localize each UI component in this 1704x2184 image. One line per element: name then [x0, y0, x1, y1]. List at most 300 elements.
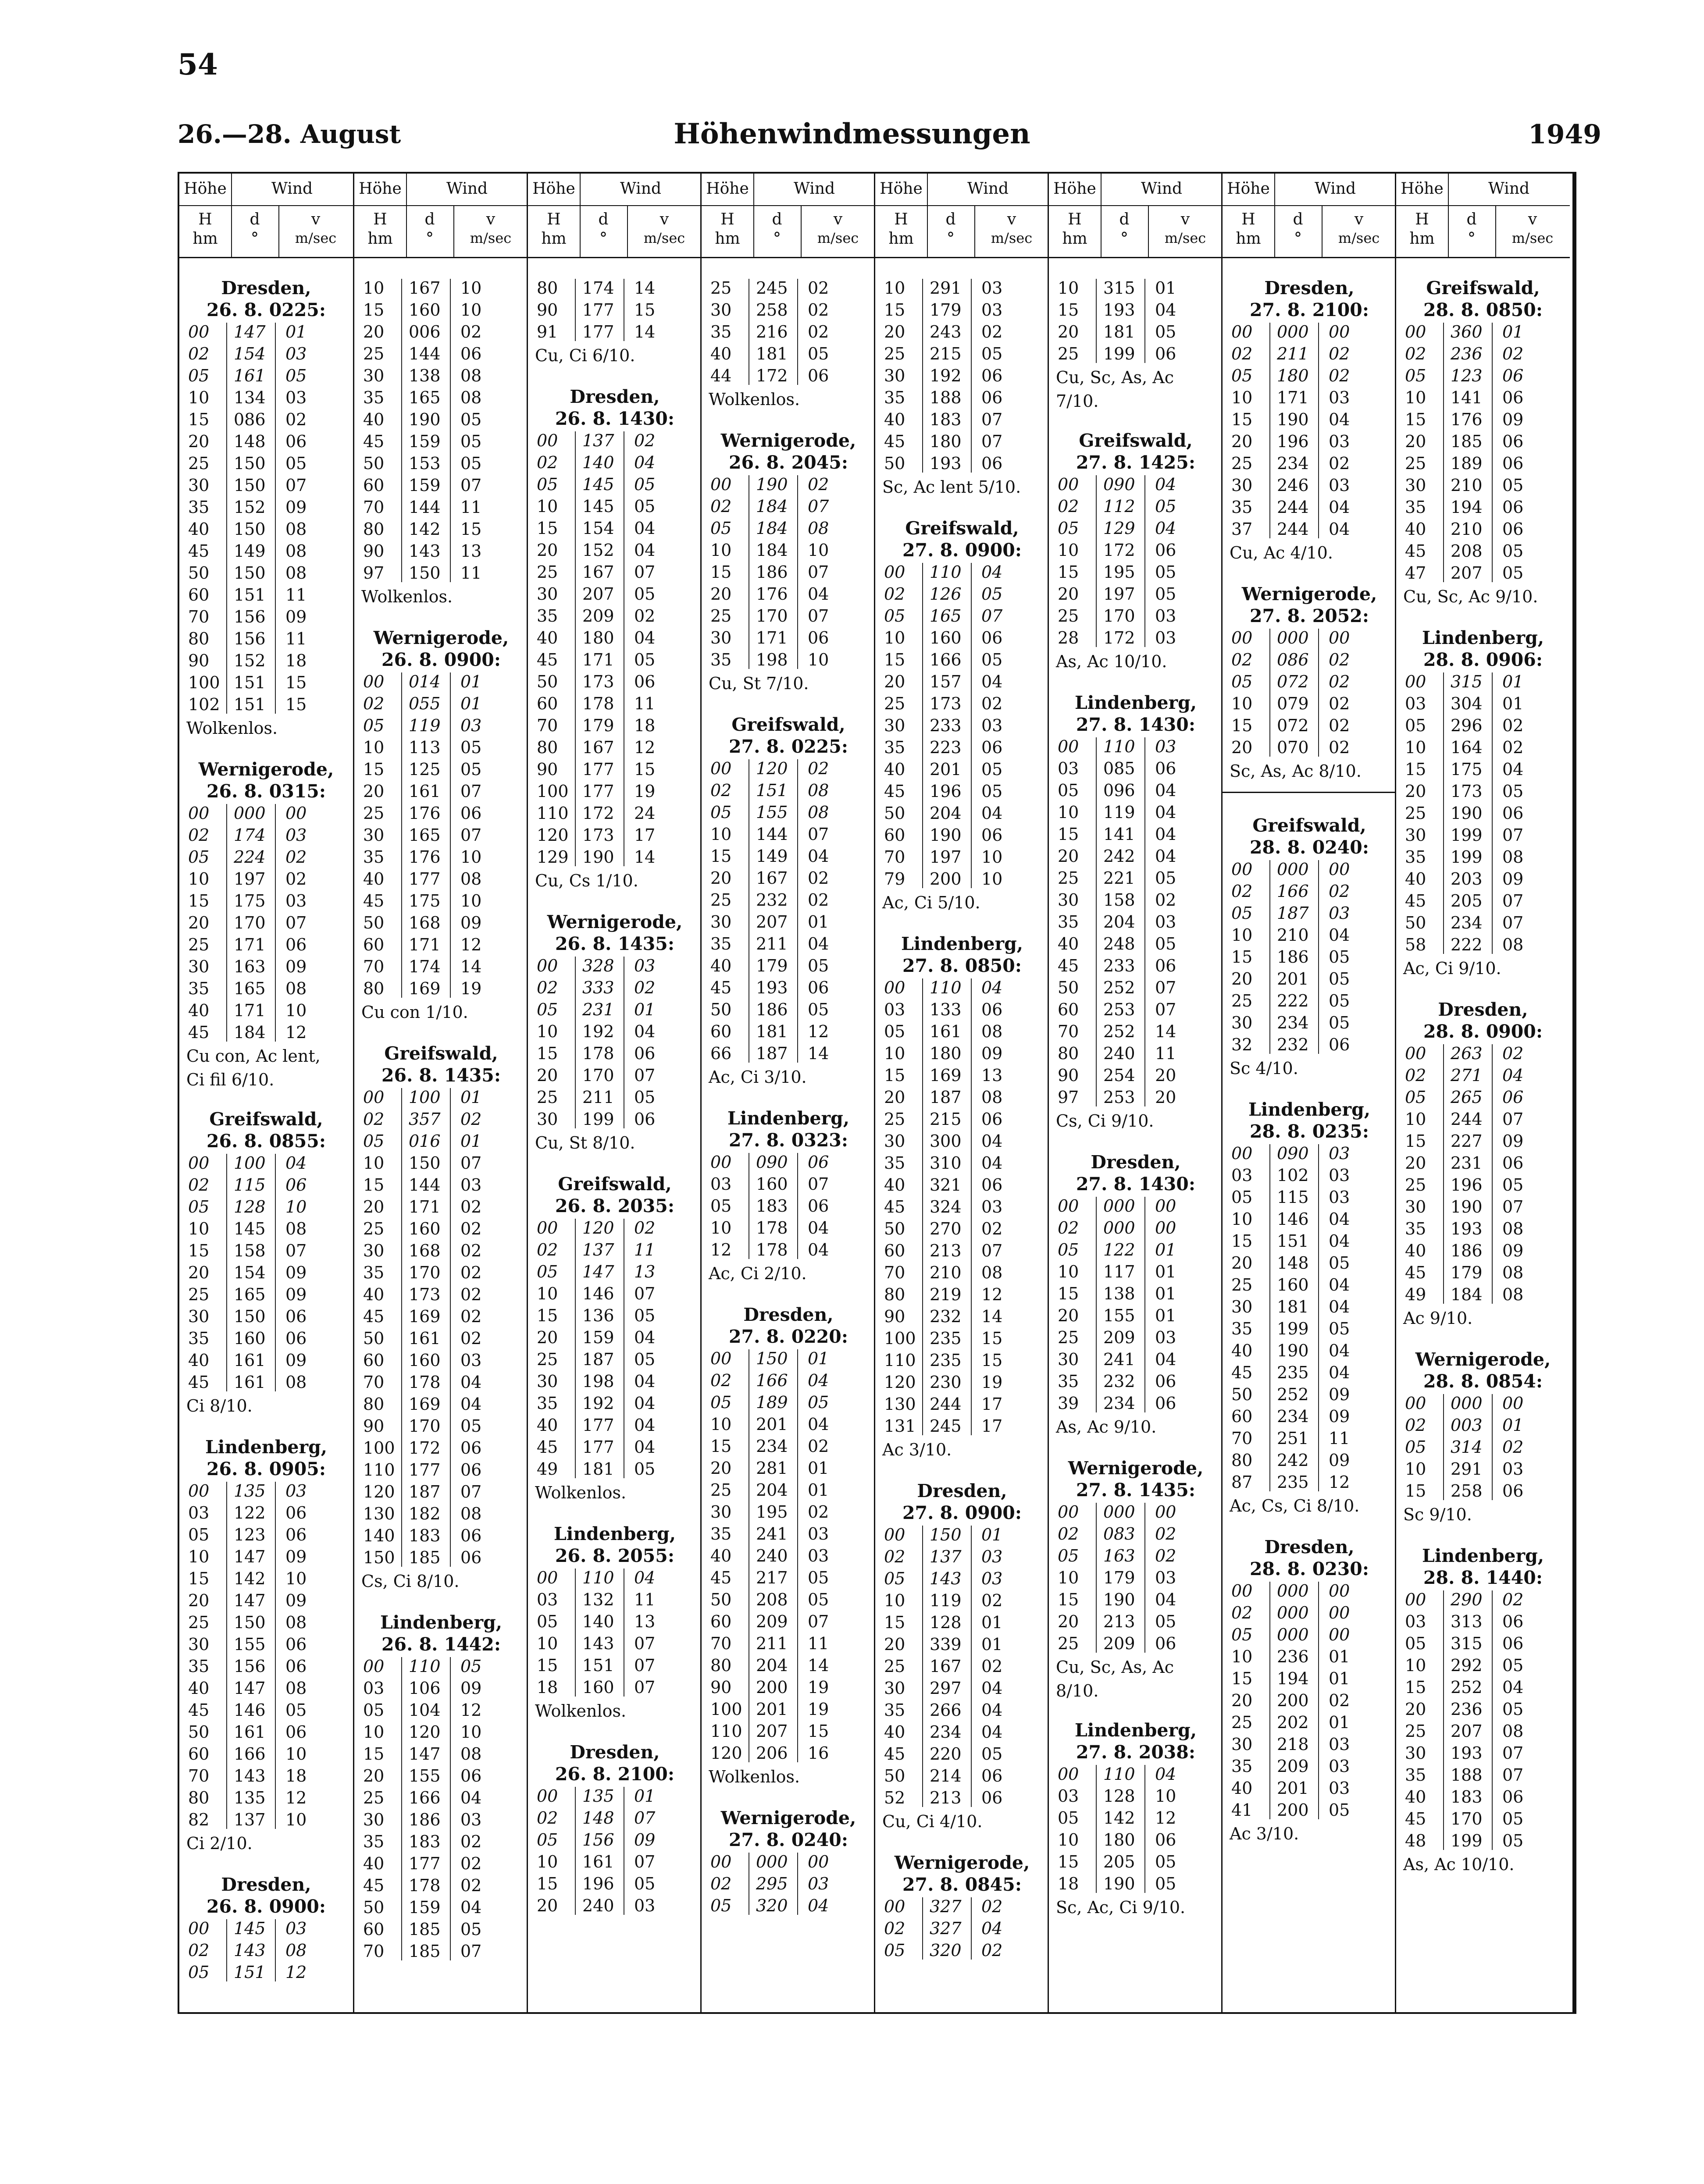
- height-value: 05: [1231, 672, 1253, 691]
- height-value: 00: [1405, 322, 1426, 341]
- height-value: 35: [710, 322, 732, 341]
- table-row: [875, 1042, 1049, 1064]
- direction-value: 150: [234, 454, 266, 473]
- height-value: 40: [188, 1679, 210, 1698]
- table-row: [354, 321, 528, 343]
- height-value: 100: [884, 1329, 916, 1348]
- height-value: 100: [363, 1438, 395, 1458]
- direction-value: 175: [409, 891, 441, 911]
- direction-value: 171: [234, 935, 266, 954]
- table-row: [354, 540, 528, 562]
- speed-value: 16: [808, 1743, 829, 1763]
- table-row: [354, 562, 528, 584]
- height-value: 02: [710, 1371, 732, 1390]
- direction-value: 223: [930, 738, 962, 757]
- direction-value: 110: [1103, 737, 1135, 756]
- table-row: [354, 1415, 528, 1437]
- table-row: [354, 846, 528, 868]
- height-value: 03: [537, 1590, 558, 1609]
- height-value: 00: [1058, 1764, 1079, 1784]
- table-row: [354, 1853, 528, 1875]
- direction-value: 090: [756, 1152, 788, 1172]
- table-row: [875, 1196, 1049, 1218]
- table-row: [1049, 627, 1223, 649]
- direction-value: 155: [234, 1635, 266, 1654]
- sounding-block: [354, 1042, 528, 1592]
- height-value: 30: [188, 1635, 210, 1654]
- height-value: 15: [363, 1744, 385, 1764]
- table-row: [1396, 912, 1570, 934]
- direction-value: 234: [1451, 913, 1483, 932]
- header-wind: Wind: [1314, 180, 1356, 198]
- height-value: 15: [1231, 1669, 1253, 1688]
- height-value: 60: [1058, 1000, 1079, 1019]
- height-value: 40: [710, 1546, 732, 1565]
- height-value: 20: [884, 1088, 905, 1107]
- direction-value: 185: [409, 1920, 441, 1939]
- height-value: 15: [188, 1241, 210, 1260]
- table-row: [354, 1699, 528, 1721]
- speed-value: 03: [1329, 476, 1350, 495]
- direction-value: 195: [1103, 562, 1135, 582]
- date-range: 26.—28. August: [178, 119, 401, 149]
- direction-value: 137: [582, 431, 614, 450]
- height-value: 130: [363, 1504, 395, 1523]
- height-value: 60: [537, 694, 558, 713]
- height-value: 45: [363, 1307, 385, 1326]
- speed-value: 07: [1502, 913, 1524, 932]
- height-value: 40: [1231, 1341, 1253, 1360]
- table-row: [528, 1436, 702, 1458]
- speed-value: 03: [981, 716, 1003, 735]
- speed-value: 00: [1155, 1218, 1176, 1238]
- table-row: [354, 1459, 528, 1481]
- direction-value: 360: [1451, 322, 1483, 341]
- speed-value: 07: [460, 825, 482, 845]
- speed-value: 12: [460, 935, 482, 954]
- direction-value: 183: [409, 1832, 441, 1851]
- speed-value: 01: [808, 1349, 829, 1368]
- height-value: 30: [363, 366, 385, 385]
- table-row: [1223, 671, 1396, 693]
- direction-value: 357: [409, 1110, 441, 1129]
- direction-value: 170: [756, 606, 788, 626]
- direction-value: 178: [582, 694, 614, 713]
- direction-value: 209: [1103, 1634, 1135, 1653]
- height-value: 15: [188, 410, 210, 429]
- speed-value: 15: [285, 673, 307, 692]
- height-value: 35: [537, 606, 558, 626]
- speed-value: 06: [981, 366, 1003, 385]
- table-row: [528, 780, 702, 802]
- speed-value: 06: [1502, 498, 1524, 517]
- height-value: 03: [1058, 759, 1079, 778]
- height-value: 10: [537, 1022, 558, 1041]
- speed-value: 01: [460, 1088, 482, 1107]
- direction-value: 072: [1277, 716, 1309, 735]
- speed-value: 09: [1502, 1241, 1524, 1260]
- table-row: [528, 999, 702, 1021]
- station-name: Lindenberg,: [553, 1523, 676, 1544]
- table-row: [354, 343, 528, 365]
- sounding-block: [528, 386, 702, 892]
- speed-value: 01: [285, 322, 307, 341]
- speed-value: 03: [1155, 1328, 1176, 1347]
- direction-value: 152: [582, 541, 614, 560]
- column-2: [353, 174, 528, 2012]
- sounding-block: [875, 1852, 1049, 1961]
- speed-value: 03: [981, 1569, 1003, 1588]
- table-row: [1223, 1690, 1396, 1711]
- measurement-table: [1223, 321, 1396, 540]
- table-row: [702, 1523, 875, 1545]
- direction-value: 210: [1451, 476, 1483, 495]
- table-row: [179, 1611, 353, 1633]
- cloud-note: As, Ac 10/10.: [1403, 1855, 1515, 1874]
- table-row: [1223, 343, 1396, 365]
- sounding-date-time: 27. 8. 0225:: [729, 736, 848, 757]
- direction-value: 160: [582, 1678, 614, 1697]
- height-value: 20: [537, 541, 558, 560]
- speed-value: 01: [1329, 1713, 1350, 1732]
- height-value: 50: [363, 1329, 385, 1348]
- station-name: Dresden,: [1438, 999, 1528, 1020]
- height-value: 05: [710, 519, 732, 538]
- height-value: 02: [537, 978, 558, 997]
- direction-value: 211: [582, 1088, 614, 1107]
- direction-value: 144: [409, 344, 441, 363]
- direction-value: 292: [1451, 1656, 1483, 1675]
- direction-value: 169: [409, 1307, 441, 1326]
- table-row: [179, 518, 353, 540]
- measurement-table: [528, 1785, 702, 1917]
- page-title: Höhenwindmessungen: [674, 117, 1030, 150]
- table-row: [179, 1721, 353, 1743]
- direction-value: 145: [582, 497, 614, 516]
- table-row: [179, 1152, 353, 1174]
- sounding-date-time: 28. 8. 1440:: [1423, 1567, 1543, 1588]
- height-value: 35: [363, 388, 385, 407]
- sounding-block: [1049, 430, 1223, 672]
- header-wind: Wind: [271, 180, 313, 198]
- height-value: 02: [188, 1941, 210, 1960]
- speed-value: 02: [1329, 716, 1350, 735]
- height-value: 40: [884, 1722, 905, 1742]
- header-v: v: [311, 210, 321, 228]
- table-row: [179, 1240, 353, 1262]
- direction-value: 161: [234, 366, 266, 385]
- height-value: 05: [188, 1963, 210, 1982]
- direction-value: 150: [756, 1349, 788, 1368]
- sounding-block: [1223, 1536, 1396, 1845]
- speed-value: 05: [634, 1088, 656, 1107]
- direction-value: 209: [1277, 1757, 1309, 1776]
- speed-value: 04: [808, 1240, 829, 1259]
- height-value: 50: [1058, 978, 1079, 997]
- station-name: Wernigerode,: [547, 911, 683, 932]
- cloud-note: Cu con 1/10.: [361, 1003, 468, 1022]
- speed-value: 17: [634, 825, 656, 845]
- direction-value: 155: [756, 803, 788, 822]
- measurement-table: [179, 802, 353, 1043]
- height-value: 25: [1405, 1722, 1426, 1741]
- height-value: 120: [710, 1743, 742, 1763]
- speed-value: 10: [285, 1810, 307, 1829]
- direction-value: 146: [234, 1700, 266, 1720]
- table-row: [179, 409, 353, 430]
- height-value: 20: [1231, 969, 1253, 989]
- column-1: [179, 174, 353, 2012]
- table-row: [1223, 1777, 1396, 1799]
- speed-value: 04: [1329, 498, 1350, 517]
- direction-value: 143: [930, 1569, 962, 1588]
- table-row: [702, 473, 875, 495]
- height-value: 48: [1405, 1831, 1426, 1850]
- direction-value: 217: [756, 1568, 788, 1587]
- speed-value: 11: [285, 585, 307, 605]
- speed-value: 06: [981, 1000, 1003, 1019]
- cloud-note: Ac, Ci 3/10.: [709, 1067, 807, 1087]
- speed-value: 06: [1502, 366, 1524, 385]
- height-value: 15: [537, 1874, 558, 1893]
- table-row: [179, 1284, 353, 1305]
- direction-value: 240: [1103, 1044, 1135, 1063]
- measurement-table: [528, 1217, 702, 1480]
- direction-value: 171: [1277, 388, 1309, 407]
- direction-value: 177: [582, 300, 614, 320]
- direction-value: 244: [1277, 519, 1309, 539]
- table-row: [1223, 1449, 1396, 1471]
- direction-value: 270: [930, 1219, 962, 1238]
- speed-value: 04: [981, 1722, 1003, 1742]
- direction-value: 151: [234, 1963, 266, 1982]
- speed-value: 04: [1502, 1066, 1524, 1085]
- speed-value: 10: [285, 1197, 307, 1216]
- speed-value: 06: [1502, 1634, 1524, 1653]
- direction-value: 230: [930, 1373, 962, 1392]
- table-row: [1049, 1829, 1223, 1851]
- direction-value: 186: [409, 1810, 441, 1829]
- height-value: 05: [710, 803, 732, 822]
- direction-value: 236: [1277, 1647, 1309, 1666]
- direction-value: 265: [1451, 1088, 1483, 1107]
- speed-value: 05: [634, 1874, 656, 1893]
- direction-value: 291: [1451, 1459, 1483, 1479]
- station-name: Wernigerode,: [720, 430, 856, 451]
- direction-value: 186: [756, 1000, 788, 1019]
- table-row: [1223, 1318, 1396, 1340]
- speed-value: 01: [1502, 694, 1524, 713]
- station-name: Lindenberg,: [1074, 1720, 1197, 1741]
- height-value: 03: [1231, 1166, 1253, 1185]
- direction-value: 167: [930, 1657, 962, 1676]
- unit-hm: hm: [541, 230, 567, 248]
- height-value: 15: [1058, 562, 1079, 582]
- sounding-block: [702, 430, 875, 694]
- height-value: 00: [1405, 672, 1426, 691]
- speed-value: 06: [285, 1722, 307, 1742]
- direction-value: 199: [1451, 1831, 1483, 1850]
- speed-value: 10: [460, 278, 482, 298]
- table-row: [1049, 1807, 1223, 1829]
- table-row: [528, 1392, 702, 1414]
- measurement-table: [875, 1524, 1049, 1809]
- height-value: 45: [188, 1700, 210, 1720]
- station-name: Wernigerode,: [1241, 583, 1377, 605]
- speed-value: 08: [285, 519, 307, 539]
- direction-value: 200: [1277, 1691, 1309, 1710]
- sounding-date-time: 26. 8. 0855:: [207, 1131, 326, 1152]
- speed-value: 08: [460, 1744, 482, 1764]
- table-row: [1049, 823, 1223, 845]
- speed-value: 14: [808, 1044, 829, 1063]
- height-value: 00: [188, 1919, 210, 1938]
- measurement-table: [702, 277, 875, 387]
- table-row: [702, 1742, 875, 1764]
- speed-value: 03: [1155, 1568, 1176, 1587]
- height-value: 20: [1058, 1612, 1079, 1631]
- speed-value: 10: [460, 1722, 482, 1742]
- table-row: [1396, 343, 1570, 365]
- direction-value: 172: [409, 1438, 441, 1458]
- direction-value: 324: [930, 1197, 962, 1216]
- table-row: [1049, 736, 1223, 758]
- table-row: [1223, 736, 1396, 758]
- table-row: [875, 1021, 1049, 1042]
- table-row: [528, 452, 702, 473]
- direction-value: 213: [930, 1788, 962, 1807]
- height-value: 40: [1405, 1787, 1426, 1807]
- height-value: 20: [188, 432, 210, 451]
- table-row: [875, 1349, 1049, 1371]
- height-value: 15: [363, 760, 385, 779]
- direction-value: 221: [1103, 868, 1135, 888]
- table-row: [179, 474, 353, 496]
- height-value: 00: [710, 1852, 732, 1871]
- speed-value: 05: [808, 1000, 829, 1019]
- sounding-date-time: 27. 8. 2100:: [1250, 299, 1369, 320]
- direction-value: 227: [1451, 1131, 1483, 1151]
- cloud-note: 8/10.: [1056, 1681, 1099, 1700]
- sounding-block: [1049, 1719, 1223, 1918]
- speed-value: 04: [460, 1373, 482, 1392]
- table-row: [702, 1895, 875, 1917]
- direction-value: 167: [582, 738, 614, 757]
- direction-value: 000: [1103, 1196, 1135, 1216]
- table-row: [354, 1721, 528, 1743]
- height-value: 30: [537, 584, 558, 604]
- direction-value: 177: [582, 782, 614, 801]
- speed-value: 05: [634, 475, 656, 494]
- table-row: [528, 605, 702, 627]
- direction-value: 190: [582, 847, 614, 867]
- table-row: [179, 1174, 353, 1196]
- speed-value: 05: [634, 1306, 656, 1325]
- speed-value: 05: [1502, 1175, 1524, 1195]
- direction-value: 201: [756, 1415, 788, 1434]
- speed-value: 07: [634, 562, 656, 582]
- height-value: 20: [1058, 847, 1079, 866]
- table-row: [1396, 409, 1570, 430]
- table-row: [179, 1196, 353, 1218]
- height-value: 25: [710, 1480, 732, 1500]
- direction-value: 233: [1103, 956, 1135, 975]
- height-value: 00: [363, 1657, 385, 1676]
- direction-value: 187: [409, 1482, 441, 1501]
- direction-value: 234: [1277, 1407, 1309, 1426]
- height-value: 20: [884, 672, 905, 691]
- height-value: 15: [1058, 825, 1079, 844]
- table-row: [1223, 693, 1396, 715]
- speed-value: 06: [460, 1438, 482, 1458]
- direction-value: 000: [1277, 860, 1309, 879]
- height-value: 05: [884, 1941, 905, 1960]
- direction-value: 151: [234, 695, 266, 714]
- direction-value: 177: [409, 1460, 441, 1480]
- sounding-date-time: 26. 8. 0315:: [207, 781, 326, 802]
- speed-value: 06: [1502, 454, 1524, 473]
- table-row: [179, 1765, 353, 1787]
- direction-value: 147: [409, 1744, 441, 1764]
- sounding-date-time: 26. 8. 1442:: [381, 1634, 501, 1655]
- table-row: [875, 1064, 1049, 1086]
- unit-hm: hm: [1236, 230, 1261, 248]
- speed-value: 06: [981, 1110, 1003, 1129]
- height-value: 03: [710, 1174, 732, 1194]
- height-value: 100: [188, 673, 220, 692]
- table-row: [875, 1218, 1049, 1240]
- speed-value: 17: [981, 1394, 1003, 1414]
- header-h: H: [198, 210, 212, 228]
- table-row: [354, 1284, 528, 1305]
- height-value: 25: [1405, 1175, 1426, 1195]
- speed-value: 02: [1502, 1590, 1524, 1609]
- direction-value: 176: [756, 584, 788, 604]
- direction-value: 170: [1103, 606, 1135, 626]
- direction-value: 200: [756, 1678, 788, 1697]
- table-row: [179, 890, 353, 912]
- table-row: [1223, 1733, 1396, 1755]
- speed-value: 04: [460, 1898, 482, 1917]
- direction-value: 165: [930, 606, 962, 626]
- speed-value: 02: [808, 1502, 829, 1522]
- speed-value: 06: [808, 1152, 829, 1172]
- direction-value: 204: [930, 804, 962, 823]
- speed-value: 09: [460, 1679, 482, 1698]
- height-value: 49: [537, 1459, 558, 1479]
- table-row: [875, 1568, 1049, 1590]
- table-row: [702, 1391, 875, 1413]
- speed-value: 07: [808, 1612, 829, 1631]
- speed-value: 02: [460, 1110, 482, 1129]
- header-h: H: [1415, 210, 1429, 228]
- speed-value: 03: [1329, 1188, 1350, 1207]
- table-row: [1223, 1340, 1396, 1362]
- direction-value: 304: [1451, 694, 1483, 713]
- speed-value: 13: [981, 1066, 1003, 1085]
- table-row: [179, 1939, 353, 1961]
- unit-hm: hm: [1062, 230, 1087, 248]
- table-row: [1396, 1633, 1570, 1654]
- speed-value: 03: [634, 956, 656, 975]
- direction-value: 166: [409, 1788, 441, 1807]
- header-hoehe: Höhe: [1227, 180, 1270, 198]
- direction-value: 135: [234, 1788, 266, 1807]
- speed-value: 03: [1329, 1735, 1350, 1754]
- direction-value: 119: [930, 1591, 962, 1610]
- speed-value: 12: [981, 1285, 1003, 1304]
- direction-value: 248: [1103, 934, 1135, 953]
